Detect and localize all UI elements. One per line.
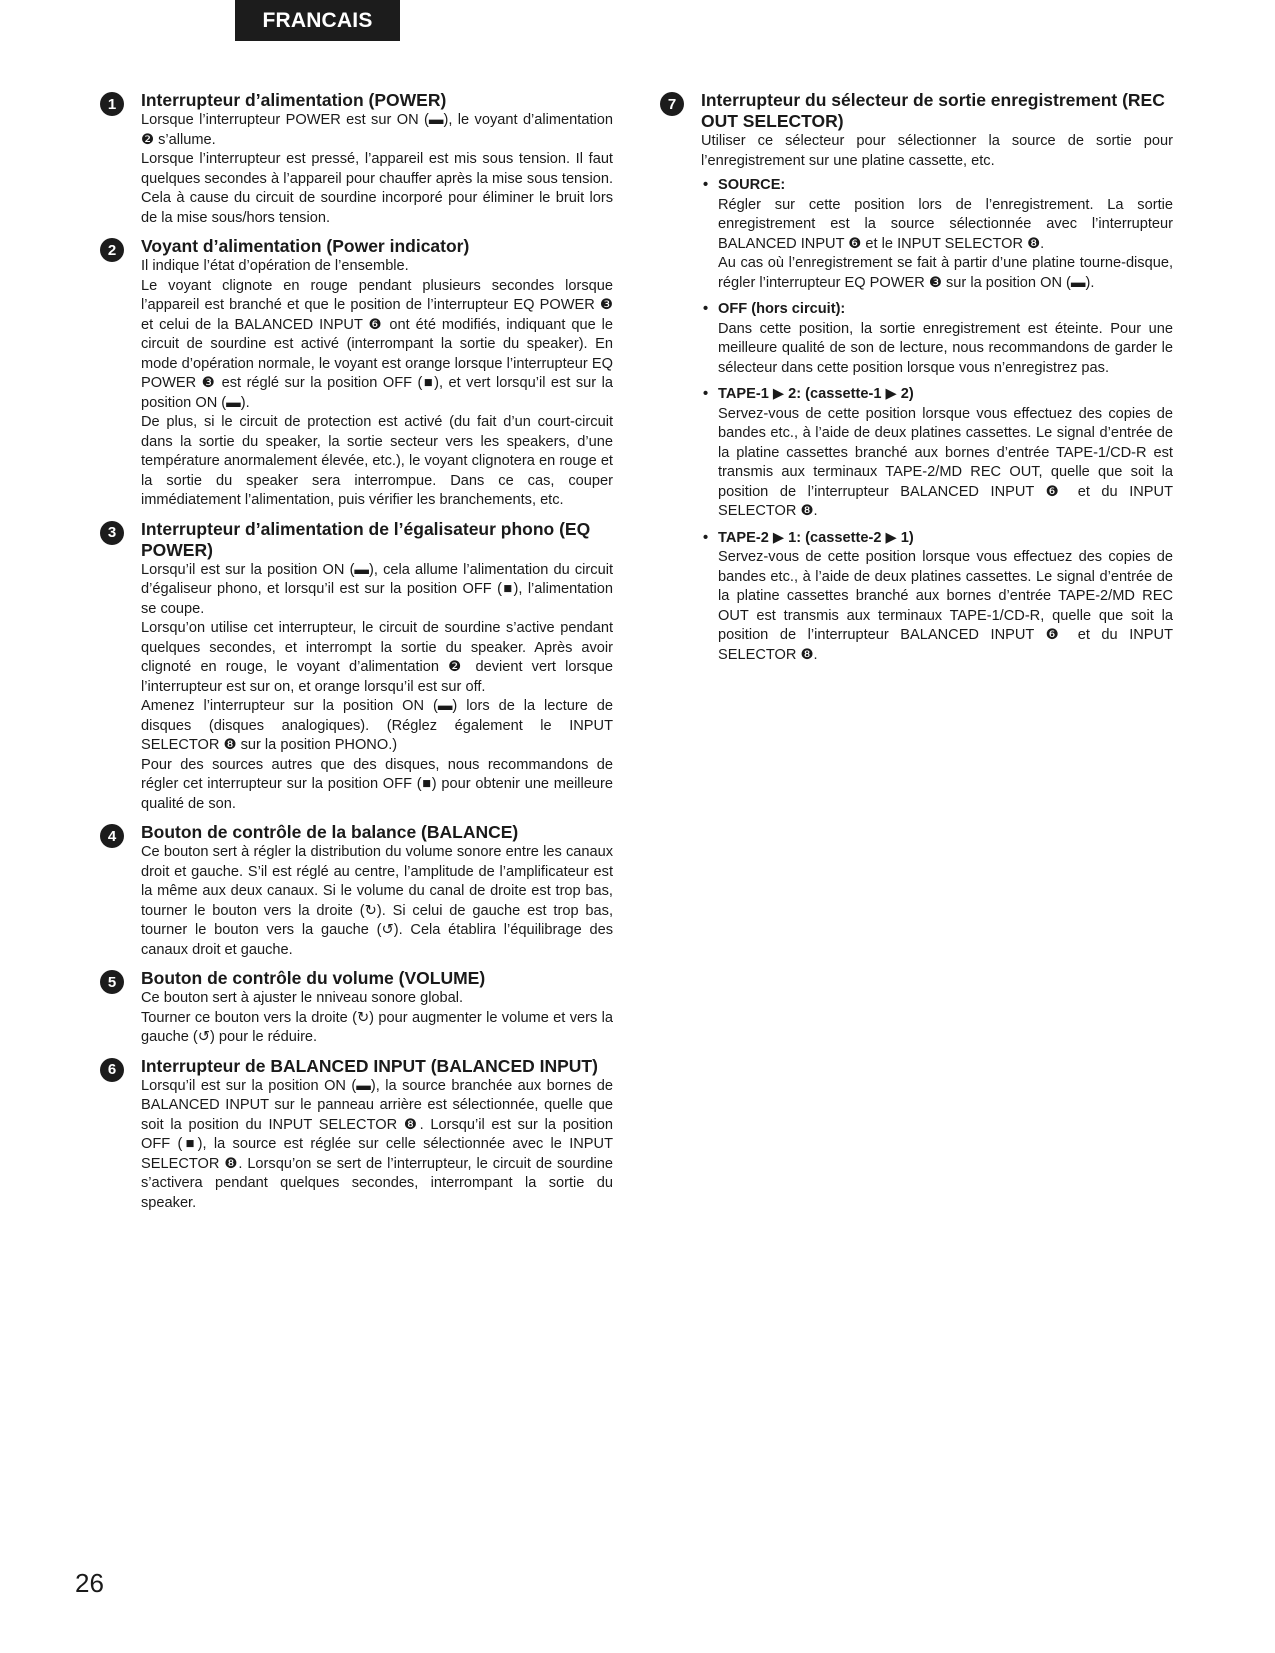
section-balance	[100, 822, 613, 960]
list-item	[701, 300, 1173, 378]
section-power-switch	[100, 90, 613, 228]
section-title: Bouton de contrôle de la balance (BALANCE)	[141, 822, 519, 842]
section-paragraph: Il indique l’état d’opération de l’ensemble.	[141, 258, 409, 274]
section-paragraph: Ce bouton sert à régler la distribution du volume sonore entre les canaux droit et gauche. S’il est réglé au centre, l’amplitude de l’amplificateur est la même aux deux canaux. Si le volume du canal de droite est trop bas, tourner le bouton vers la droite (↻). Si celui de gauche est trop bas, tourner le bouton vers la gauche (↺). Cela établira l’équilibrage des canaux droit et gauche.	[141, 844, 613, 958]
section-title: Interrupteur de BALANCED INPUT (BALANCED INPUT)	[141, 1055, 598, 1076]
section-paragraph: Amenez l’interrupteur sur la position ON (▬) lors de la lecture de disques (disques analogiques). (Réglez également le INPUT SELECTOR ❽ sur la position PHONO.)	[141, 698, 613, 753]
option-title: SOURCE:	[718, 177, 786, 193]
list-item	[701, 176, 1173, 293]
section-paragraph: Lorsque l’interrupteur est pressé, l’appareil est mis sous tension. Il faut quelques secondes à l’appareil pour chauffer après la mise sous tension. Cela à cause du circuit de sourdine incorporé pour éliminer le bruit lors de la mise sous/hors tension.	[141, 151, 613, 226]
option-title: TAPE-2 ▶ 1: (cassette-2 ▶ 1)	[718, 529, 914, 546]
bullet-icon: •	[703, 529, 709, 546]
section-eq-power	[100, 519, 613, 815]
section-number-badge: 4	[100, 824, 124, 848]
bullet-icon: •	[703, 386, 709, 402]
section-paragraph: De plus, si le circuit de protection est activé (du fait d’un court-circuit dans la sortie du speaker, la sortie secteur vers les speakers, d’une température anormalement élevée, etc.), le voyant clignotera en rouge et la sortie du speaker sera interrompue. Dans ce cas, couper immédiatement l’alimentation, puis vérifier les branchements, etc.	[141, 414, 613, 508]
section-number-badge: 5	[100, 970, 124, 994]
section-paragraph: Régler sur cette position lors de l’enregistrement. La sortie enregistrement est la source sélectionnée avec l’interrupteur BALANCED INPUT ❻ et le INPUT SELECTOR ❽.	[718, 196, 1173, 252]
section-paragraph: Servez-vous de cette position lorsque vous effectuez des copies de bandes etc., à l’aide de deux platines cassettes. Le signal d’entrée de la platine cassettes branché aux bornes d’entrée TAPE-1/CD-R est transmis aux terminaux TAPE-2/MD REC OUT, quelle que soit la position de l’interrupteur BALANCED INPUT ❻ et du INPUT SELECTOR ❽.	[718, 405, 1173, 519]
section-paragraph: Ce bouton sert à ajuster le nniveau sonore global.	[141, 990, 464, 1006]
option-title: TAPE-1 ▶ 2: (cassette-1 ▶ 2)	[718, 386, 914, 402]
language-tab: FRANCAIS	[235, 0, 400, 41]
section-paragraph: Tourner ce bouton vers la droite (↻) pour augmenter le volume et vers la gauche (↺) pour le réduire.	[141, 1009, 613, 1045]
section-paragraph: Lorsqu’il est sur la position ON (▬), cela allume l’alimentation du circuit d’égaliseur phono, et lorsqu’il est sur la position OFF (■), l’alimentation se coupe.	[141, 561, 613, 617]
selector-options-list	[701, 176, 1173, 665]
section-number-badge: 3	[100, 521, 124, 545]
list-item	[701, 385, 1173, 522]
list-item	[701, 529, 1173, 666]
section-title: Voyant d’alimentation (Power indicator)	[141, 236, 470, 256]
section-paragraph: Utiliser ce sélecteur pour sélectionner la source de sortie pour l’enregistrement sur une platine cassette, etc.	[701, 133, 1173, 169]
section-paragraph: Lorsque l’interrupteur POWER est sur ON (▬), le voyant d’alimentation ❷ s’allume.	[141, 112, 613, 148]
section-paragraph: Lorsqu’il est sur la position ON (▬), la source branchée aux bornes de BALANCED INPUT sur le panneau arrière est sélectionnée, quelle que soit la position du INPUT SELECTOR ❽. Lorsqu’il est sur la position OFF (■), la source est réglée sur celle sélectionnée avec le INPUT SELECTOR ❽. Lorsqu’on se sert de l’interrupteur, le circuit de sourdine s’activera pendant quelques secondes, interrompant la sortie du speaker.	[141, 1077, 613, 1211]
section-paragraph: Le voyant clignote en rouge pendant plusieurs secondes lorsque l’appareil est branché et que le position de l’interrupteur EQ POWER ❸ et celui de la BALANCED INPUT ❻ ont été modifiés, indiquant que le circuit de sourdine est activé (interrompant la sortie du speaker). En mode d’opération normale, le voyant est orange lorsque l’interrupteur EQ POWER ❸ est réglé sur la position OFF (■), et vert lorsqu’il est sur la position ON (▬).	[141, 277, 613, 411]
section-number-badge: 2	[100, 238, 124, 262]
section-paragraph: Pour des sources autres que des disques, nous recommandons de régler cet interrupteur sur la position OFF (■) pour obtenir une meilleure qualité de son.	[141, 756, 613, 812]
section-title: Interrupteur d’alimentation de l’égalisateur phono (EQ POWER)	[141, 518, 591, 560]
section-power-indicator	[100, 236, 613, 511]
section-paragraph: Dans cette position, la sortie enregistrement est éteinte. Pour une meilleure qualité de son de lecture, nous recommandons de garder le sélecteur dans cette position lorsque vous n’enregistrez pas.	[718, 320, 1173, 376]
section-number-badge: 6	[100, 1058, 124, 1082]
section-number-badge: 7	[660, 92, 684, 116]
section-balanced-input	[100, 1056, 613, 1214]
option-title: OFF (hors circuit):	[718, 301, 846, 317]
section-paragraph: Lorsqu’on utilise cet interrupteur, le circuit de sourdine s’active pendant quelques secondes, et interrompt la sortie du speaker. Après avoir clignoté en rouge, le voyant d’alimentation ❷ devient vert lorsque l’interrupteur est sur on, et orange lorsqu’il est sur off.	[141, 620, 613, 695]
section-volume	[100, 968, 613, 1048]
section-title: Bouton de contrôle du volume (VOLUME)	[141, 968, 486, 988]
section-title: Interrupteur du sélecteur de sortie enregistrement (REC OUT SELECTOR)	[701, 90, 1165, 131]
section-rec-out-selector	[660, 90, 1173, 665]
left-column	[100, 90, 613, 1221]
section-paragraph: Au cas où l’enregistrement se fait à partir d’une platine tourne-disque, régler l’interrupteur EQ POWER ❸ sur la position ON (▬).	[718, 255, 1173, 291]
section-number-badge: 1	[100, 92, 124, 116]
section-title: Interrupteur d’alimentation (POWER)	[141, 90, 447, 110]
bullet-icon: •	[703, 301, 709, 317]
right-column	[660, 90, 1173, 673]
page-number: 26	[75, 1568, 104, 1598]
bullet-icon: •	[703, 177, 709, 193]
section-paragraph: Servez-vous de cette position lorsque vous effectuez des copies de bandes etc., à l’aide de deux platines cassettes. Le signal d’entrée de la platine cassettes branché aux bornes d’entrée TAPE-2/MD REC OUT est transmis aux terminaux TAPE-1/CD-R, quelle que soit la position de l’interrupteur BALANCED INPUT ❻ et du INPUT SELECTOR ❽.	[718, 549, 1173, 663]
